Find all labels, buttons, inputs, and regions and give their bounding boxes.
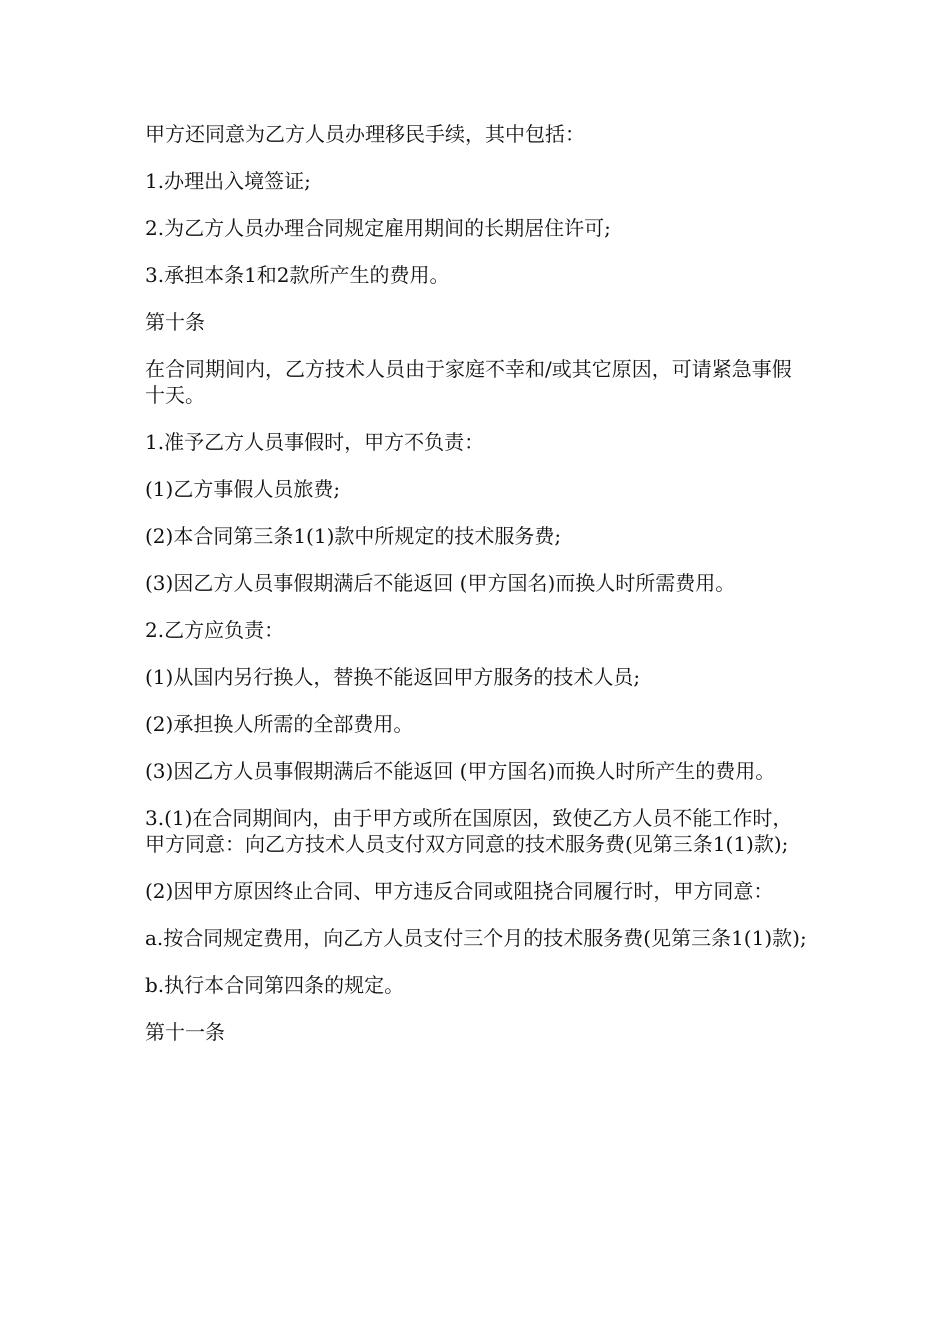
- paragraph-all-replacement-costs: (2)承担换人所需的全部费用。: [145, 712, 414, 736]
- paragraph-article-four: b.执行本合同第四条的规定。: [145, 973, 405, 997]
- paragraph-visa: 1.办理出入境签证;: [145, 169, 311, 193]
- paragraph-replace-personnel: (1)从国内另行换人，替换不能返回甲方服务的技术人员;: [145, 665, 641, 689]
- paragraph-three-month-fee: a.按合同规定费用，向乙方人员支付三个月的技术服务费(见第三条1(1)款);: [145, 926, 807, 950]
- paragraph-contract-termination: (2)因甲方原因终止合同、甲方违反合同或阻挠合同履行时，甲方同意：: [145, 879, 774, 903]
- paragraph-replacement-costs: (3)因乙方人员事假期满后不能返回 (甲方国名)而换人时所需费用。: [145, 571, 736, 595]
- paragraph-technical-service-fee: (2)本合同第三条1(1)款中所规定的技术服务费;: [145, 524, 562, 548]
- paragraph-immigration-intro: 甲方还同意为乙方人员办理移民手续，其中包括：: [145, 122, 585, 146]
- paragraph-residence-permit: 2.为乙方人员办理合同规定雇用期间的长期居住许可;: [145, 216, 611, 240]
- paragraph-party-b-responsible: 2.乙方应负责：: [145, 618, 285, 642]
- article-ten-heading: 第十条: [145, 310, 205, 334]
- paragraph-travel-expenses: (1)乙方事假人员旅费;: [145, 477, 341, 501]
- paragraph-costs: 3.承担本条1和2款所产生的费用。: [145, 263, 450, 287]
- paragraph-party-a-not-responsible: 1.准予乙方人员事假时，甲方不负责：: [145, 430, 485, 454]
- document-body: [145, 121, 810, 1066]
- article-eleven-heading: 第十一条: [145, 1020, 225, 1044]
- paragraph-emergency-leave: 在合同期间内，乙方技术人员由于家庭不幸和/或其它原因，可请紧急事假十天。: [145, 357, 792, 407]
- paragraph-unable-to-work: 3.(1)在合同期间内，由于甲方或所在国原因，致使乙方人员不能工作时，甲方同意：向乙方技术人员支付双方同意的技术服务费(见第三条1(1)款);: [145, 806, 793, 856]
- paragraph-replacement-generated-costs: (3)因乙方人员事假期满后不能返回 (甲方国名)而换人时所产生的费用。: [145, 759, 776, 783]
